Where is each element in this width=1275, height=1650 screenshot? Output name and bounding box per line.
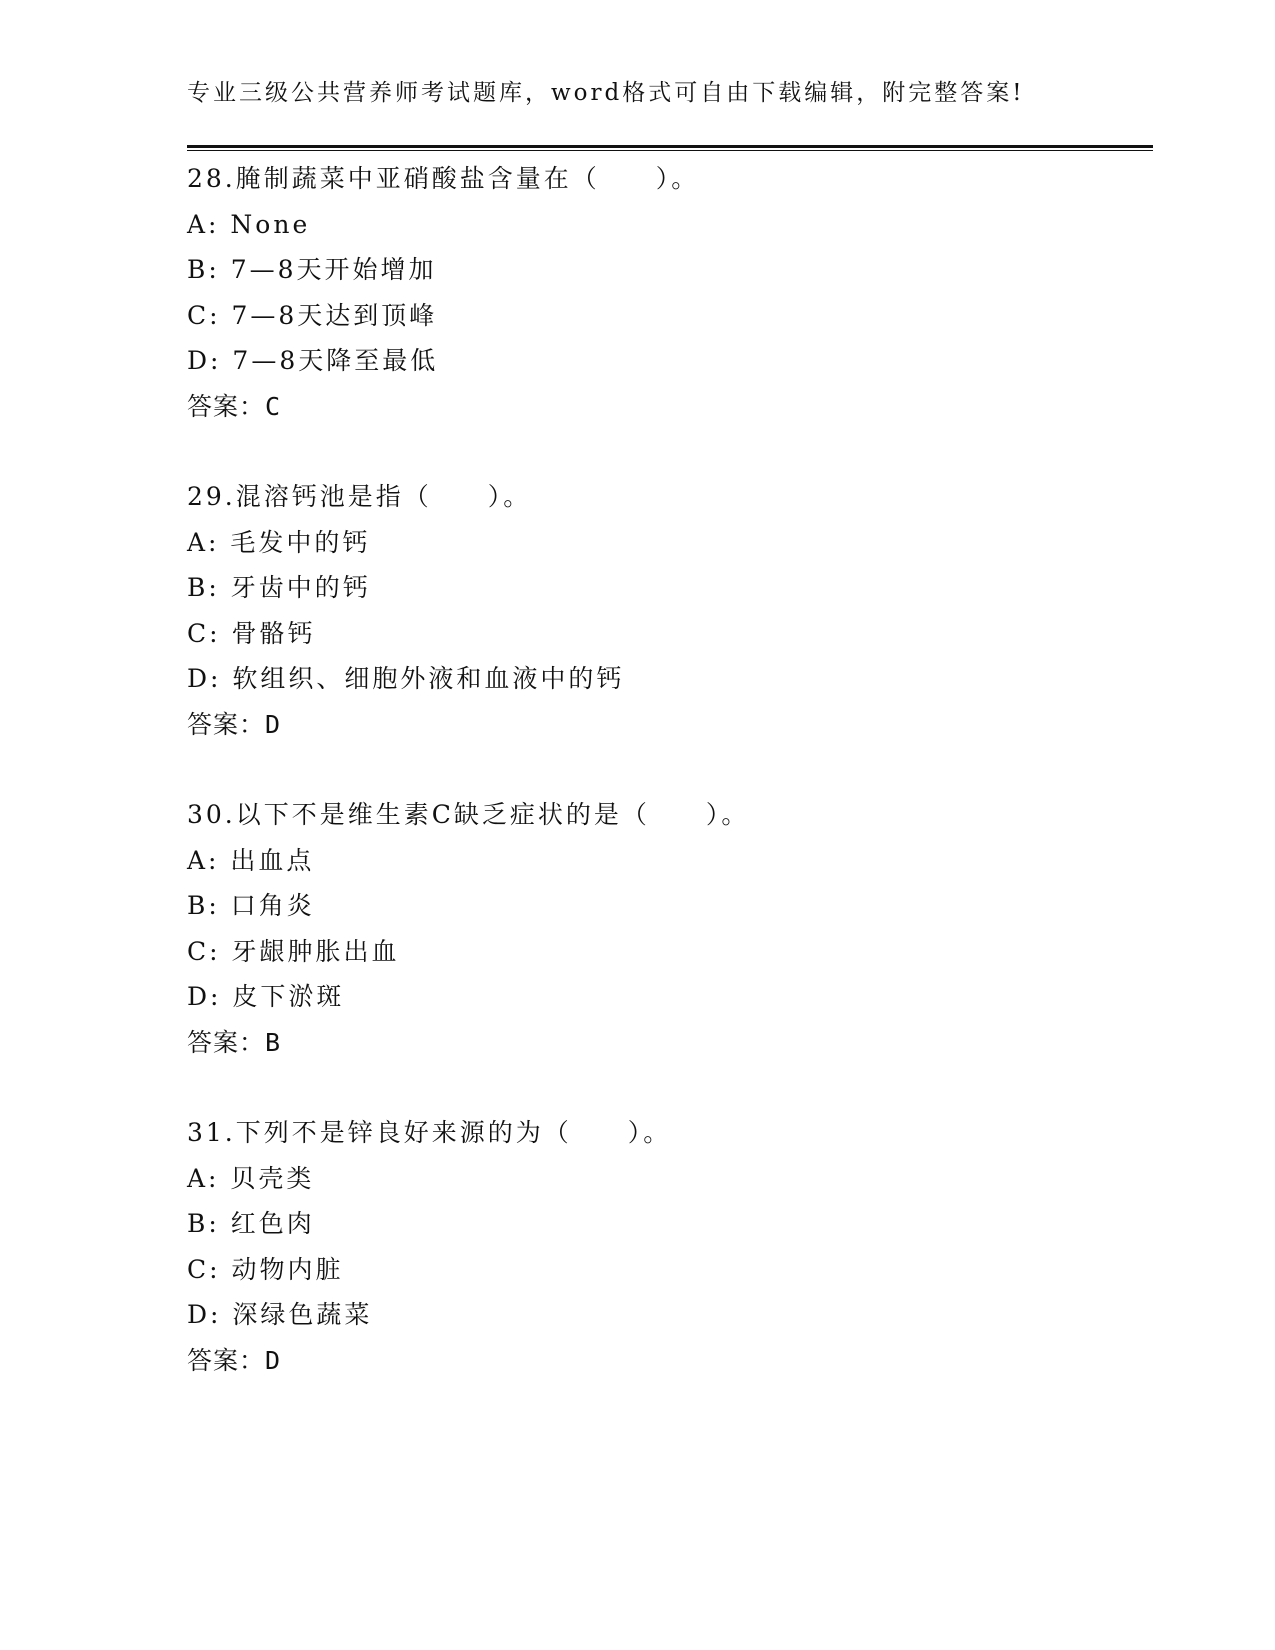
answer-value: C bbox=[265, 391, 282, 421]
answer-line bbox=[187, 1020, 1153, 1066]
option-d: D: 皮下淤斑 bbox=[187, 982, 345, 1011]
answer-line bbox=[187, 1338, 1153, 1384]
page-header: 专业三级公共营养师考试题库，word格式可自由下载编辑，附完整答案! bbox=[187, 80, 1025, 106]
answer-value: D bbox=[265, 709, 282, 739]
option-b: B: 牙齿中的钙 bbox=[187, 573, 371, 602]
question-list bbox=[187, 156, 1153, 1428]
answer-label: 答案： bbox=[187, 1345, 266, 1375]
option-c: C: 7—8天达到顶峰 bbox=[187, 300, 438, 330]
header-rule-thin bbox=[187, 150, 1153, 151]
answer-label: 答案： bbox=[187, 391, 266, 421]
option-c: C: 牙龈肿胀出血 bbox=[187, 936, 400, 966]
question-stem: 28.腌制蔬菜中亚硝酸盐含量在（ ）。 bbox=[187, 164, 700, 193]
answer-value: D bbox=[265, 1345, 282, 1375]
option-d: D: 软组织、细胞外液和血液中的钙 bbox=[187, 664, 625, 693]
question-30 bbox=[187, 792, 1153, 1065]
question-31 bbox=[187, 1110, 1153, 1383]
option-d: D: 7—8天降至最低 bbox=[187, 346, 439, 375]
question-stem: 30.以下不是维生素C缺乏症状的是（ ）。 bbox=[187, 800, 750, 829]
option-b: B: 7—8天开始增加 bbox=[187, 255, 437, 284]
answer-value: B bbox=[265, 1027, 282, 1057]
answer-line bbox=[187, 702, 1153, 748]
question-stem: 29.混溶钙池是指（ ）。 bbox=[187, 482, 532, 511]
option-b: B: 口角炎 bbox=[187, 891, 315, 920]
option-a: A: None bbox=[187, 209, 311, 239]
option-a: A: 出血点 bbox=[187, 845, 315, 875]
header-rule-thick bbox=[187, 145, 1153, 148]
answer-label: 答案： bbox=[187, 709, 266, 739]
answer-line bbox=[187, 384, 1153, 430]
question-stem: 31.下列不是锌良好来源的为（ ）。 bbox=[187, 1118, 672, 1147]
option-c: C: 骨骼钙 bbox=[187, 618, 316, 648]
option-c: C: 动物内脏 bbox=[187, 1254, 344, 1284]
option-a: A: 贝壳类 bbox=[187, 1163, 315, 1193]
question-28 bbox=[187, 156, 1153, 429]
question-29 bbox=[187, 474, 1153, 747]
option-b: B: 红色肉 bbox=[187, 1209, 315, 1238]
option-d: D: 深绿色蔬菜 bbox=[187, 1300, 373, 1329]
answer-label: 答案： bbox=[187, 1027, 266, 1057]
option-a: A: 毛发中的钙 bbox=[187, 527, 371, 557]
